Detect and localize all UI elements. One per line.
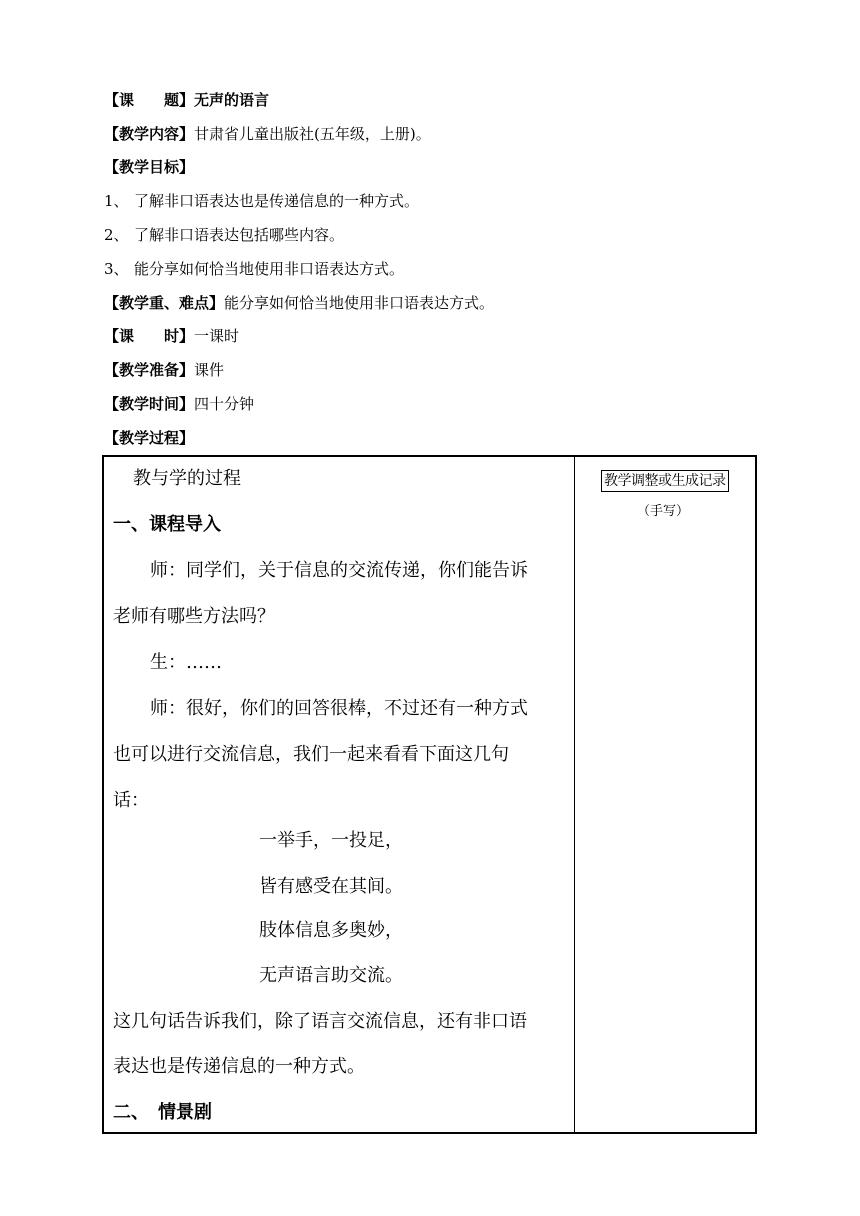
prep-value: 课件 xyxy=(194,361,225,379)
side-column-header: 教学调整或生成记录 xyxy=(601,470,729,492)
side-column-note: （手写） xyxy=(637,504,690,519)
goal-item xyxy=(104,191,419,211)
section-2-title: 二、 情景剧 xyxy=(113,1102,212,1123)
teacher-line-2: 师：很好，你们的回答很棒，不过还有一种方式 xyxy=(150,698,528,719)
content-label: 【教学内容】 xyxy=(104,125,195,143)
main-column-header: 教与学的过程 xyxy=(133,468,241,489)
teacher-line-2-end: 话： xyxy=(113,790,149,811)
content-value: 甘肃省儿童出版社(五年级，上册)。 xyxy=(194,125,431,143)
student-line: 生：…… xyxy=(150,652,222,673)
topic-label: 【课 题】 xyxy=(104,91,195,109)
poem-line: 皆有感受在其间。 xyxy=(259,876,403,897)
column-divider xyxy=(574,457,575,1132)
keypoints-value: 能分享如何恰当地使用非口语表达方式。 xyxy=(224,294,495,312)
time-value: 四十分钟 xyxy=(194,395,255,413)
poem-line: 无声语言助交流。 xyxy=(259,965,403,986)
goals-label: 【教学目标】 xyxy=(104,158,195,176)
summary-line: 这几句话告诉我们，除了语言交流信息，还有非口语 xyxy=(113,1011,527,1032)
teacher-line-2-cont: 也可以进行交流信息，我们一起来看看下面这几句 xyxy=(113,744,509,765)
goal-text: 能分享如何恰当地使用非口语表达方式。 xyxy=(134,260,405,278)
goal-number: 2、 xyxy=(104,226,129,244)
goal-item xyxy=(104,225,344,245)
hours-label: 【课 时】 xyxy=(104,327,195,345)
prep-line xyxy=(104,360,224,380)
process-table xyxy=(102,455,757,1134)
keypoints-line xyxy=(104,293,494,313)
hours-value: 一课时 xyxy=(194,327,240,345)
poem-line: 肢体信息多奥妙， xyxy=(259,920,403,941)
goal-item xyxy=(104,259,404,279)
teacher-line-1-cont: 老师有哪些方法吗？ xyxy=(113,606,275,627)
time-label: 【教学时间】 xyxy=(104,395,195,413)
section-1-title: 一、课程导入 xyxy=(113,514,221,535)
hours-line xyxy=(104,326,239,346)
summary-line-cont: 表达也是传递信息的一种方式。 xyxy=(113,1056,365,1077)
goal-number: 1、 xyxy=(104,192,129,210)
goals-line xyxy=(104,157,194,177)
time-line xyxy=(104,394,254,414)
goal-number: 3、 xyxy=(104,260,129,278)
prep-label: 【教学准备】 xyxy=(104,361,195,379)
goal-text: 了解非口语表达包括哪些内容。 xyxy=(134,226,345,244)
topic-value: 无声的语言 xyxy=(194,91,270,109)
goal-text: 了解非口语表达也是传递信息的一种方式。 xyxy=(134,192,420,210)
process-label: 【教学过程】 xyxy=(104,429,195,447)
poem-line: 一举手，一投足， xyxy=(259,830,403,851)
topic-line xyxy=(104,90,269,110)
keypoints-label: 【教学重、难点】 xyxy=(104,294,225,312)
process-line xyxy=(104,428,194,448)
content-line xyxy=(104,124,431,144)
teacher-line-1: 师：同学们，关于信息的交流传递，你们能告诉 xyxy=(150,560,528,581)
